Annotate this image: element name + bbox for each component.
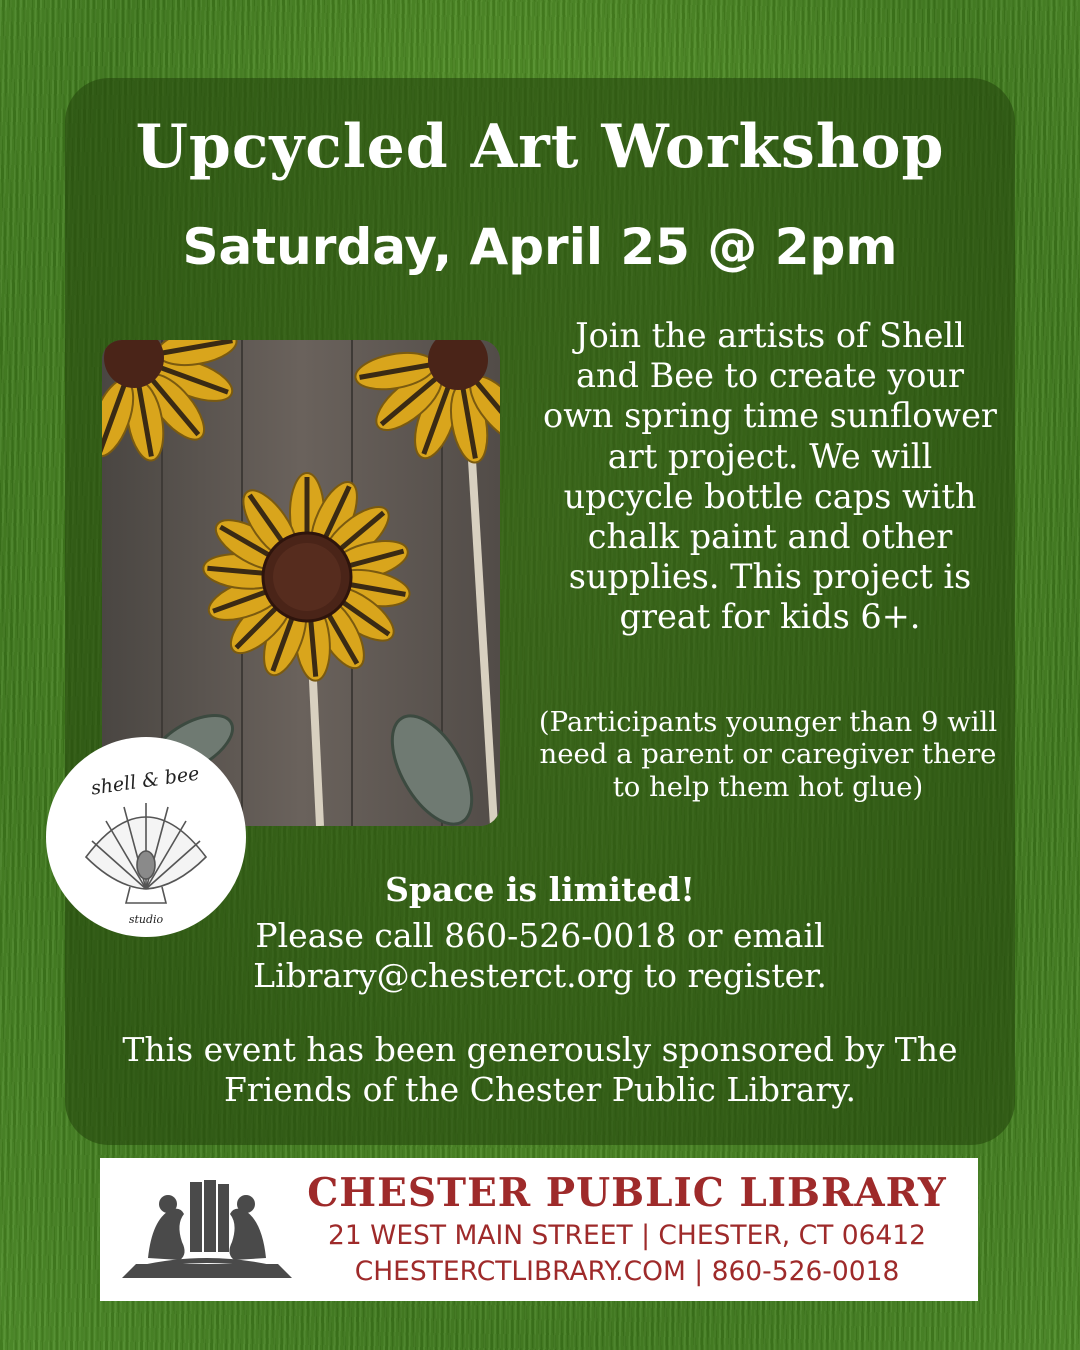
logo-tagline-text: studio: [128, 913, 164, 926]
shell-icon: [86, 803, 206, 903]
logo-brand-text: shell & bee: [89, 762, 201, 800]
library-logo-icon: [118, 1180, 296, 1282]
library-footer: [100, 1158, 978, 1301]
space-limited-text: Space is limited!: [385, 870, 695, 909]
shell-and-bee-logo: [46, 737, 246, 937]
library-name: CHESTER PUBLIC LIBRARY: [307, 1170, 947, 1216]
event-date: Saturday, April 25 @ 2pm: [182, 218, 898, 276]
age-note: (Participants younger than 9 will need a parent or caregiver there to help them hot glue): [538, 706, 998, 803]
library-website-phone: CHESTERCTLIBRARY.COM | 860-526-0018: [354, 1256, 900, 1287]
library-address: 21 WEST MAIN STREET | CHESTER, CT 06412: [327, 1220, 927, 1251]
event-description: Join the artists of Shell and Bee to create your own spring time sunflower art project. We will upcycle bottle caps with chalk paint and other supplies. This project is great for kids 6+.: [543, 316, 997, 637]
sponsor-text: This event has been generously sponsored by The Friends of the Chester Public Library.: [122, 1030, 958, 1109]
event-title: Upcycled Art Workshop: [135, 112, 945, 182]
registration-info: Please call 860-526-0018 or email Library@chesterct.org to register.: [253, 916, 827, 995]
